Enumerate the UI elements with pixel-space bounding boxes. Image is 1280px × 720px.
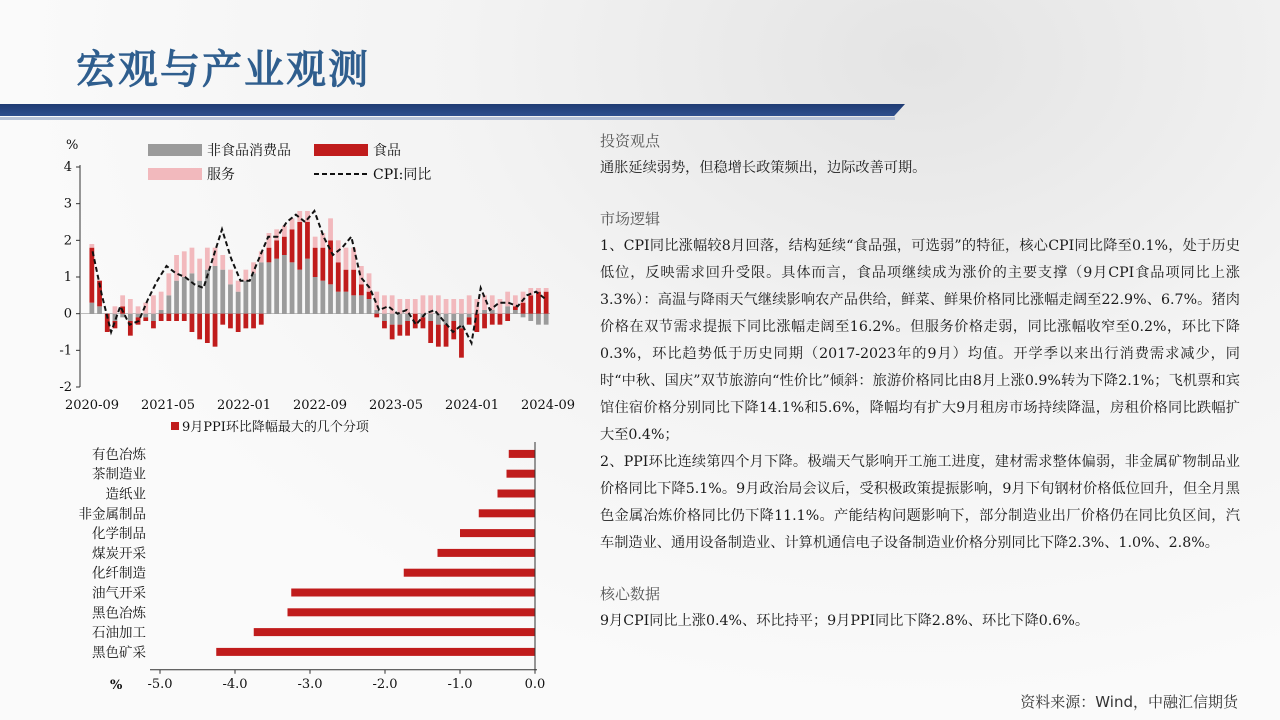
cpi-bar-service <box>282 226 287 237</box>
cpi-bar-nonfood <box>166 295 171 313</box>
cpi-bar-food <box>421 317 426 328</box>
cpi-bar-service <box>197 259 202 281</box>
cpi-bar-service <box>190 248 195 274</box>
cpi-bar-service <box>505 292 510 307</box>
cpi-xtick-label: 2021-05 <box>140 398 196 413</box>
cpi-bar-service <box>405 299 410 314</box>
cpi-bar-food <box>428 321 433 343</box>
cpi-bar-service <box>421 295 426 313</box>
page-title: 宏观与产业观测 <box>76 47 370 93</box>
cpi-bar-service <box>236 281 241 292</box>
header-band-line <box>0 117 895 120</box>
ppi-bar <box>507 470 536 478</box>
ppi-title-group <box>171 419 370 435</box>
cpi-bar-food <box>344 270 349 292</box>
cpi-bar-service <box>328 218 333 240</box>
cpi-bar-service <box>513 295 518 306</box>
cpi-bar-nonfood <box>159 310 164 314</box>
cpi-bar-nonfood <box>328 284 333 313</box>
cpi-bar-nonfood <box>528 314 533 321</box>
ppi-bar <box>291 589 535 597</box>
cpi-bar-service <box>397 299 402 314</box>
cpi-bar-food <box>382 321 387 328</box>
ppi-category-label: 有色冶炼 <box>92 446 146 463</box>
cpi-xtick-label: 2022-01 <box>216 398 272 413</box>
cpi-bar-nonfood <box>274 259 279 314</box>
cpi-ytick-label: 0 <box>63 306 72 322</box>
cpi-bar-service <box>490 295 495 310</box>
cpi-bar-food <box>505 314 510 321</box>
cpi-bar-nonfood <box>505 306 510 313</box>
cpi-bar-nonfood <box>259 262 264 313</box>
cpi-bar-nonfood <box>367 299 372 314</box>
cpi-bar-nonfood <box>397 314 402 325</box>
cpi-bar-service <box>459 299 464 314</box>
cpi-bar-nonfood <box>236 292 241 314</box>
ppi-bar <box>438 549 536 557</box>
ppi-category-label: 石油加工 <box>92 625 146 642</box>
cpi-bar-food <box>482 314 487 329</box>
cpi-bar-nonfood <box>243 281 248 314</box>
cpi-bar-food <box>174 314 179 321</box>
cpi-bar-service <box>213 248 218 266</box>
view-heading: 投资观点 <box>600 132 661 150</box>
cpi-bar-service <box>451 299 456 314</box>
cpi-xtick-label: 2024-01 <box>444 398 500 413</box>
cpi-bar-food <box>228 314 233 329</box>
ppi-bar <box>479 509 535 517</box>
logic-paragraph-1: 1、CPI同比涨幅较8月回落，结构延续“食品强，可选弱”的特征，核心CPI同比降至0.1%，处于历史低位，反映需求回升受限。具体而言，食品项继续成为涨价的主要支撑（9月CPI食品项同比上涨3.3%）：高温与降雨天气继续影响农产品供给，鲜菜、鲜果价格同比涨幅走阔至22.9%、6.7%。猪肉价格在双节需求提振下同比涨幅走阔至16.2%。但服务价格走弱，同比涨幅收窄至0.2%，环比下降0.3%，环比趋势低于历史同期（2017-2023年的9月）均值。开学季以来出行消费需求减少，同时“中秋、国庆”双节旅游向“性价比”倾斜：旅游价格同比由8月上涨0.9%转为下降2.1%；飞机票和宾馆住宿价格分别同比下降14.1%和5.6%，降幅均有扩大9月租房市场持续降温，房租价格同比跌幅扩大至0.4%； <box>600 238 1240 443</box>
cpi-bar-food <box>490 314 495 325</box>
cpi-bar-nonfood <box>251 273 256 313</box>
cpi-bar-service <box>267 233 272 248</box>
cpi-bar-food <box>444 325 449 347</box>
cpi-ytick-label: 2 <box>63 233 72 249</box>
cpi-bar-food <box>151 321 156 328</box>
cpi-bar-service <box>120 295 125 306</box>
cpi-bar-food <box>220 314 225 325</box>
cpi-bar-nonfood <box>320 281 325 314</box>
cpi-bar-nonfood <box>143 314 148 318</box>
cpi-ylabel: % <box>66 138 79 153</box>
cpi-bar-service <box>136 306 141 313</box>
cpi-bar-service <box>367 273 372 291</box>
ppi-xtick-label: -1.0 <box>447 676 473 692</box>
cpi-bar-service <box>89 244 94 248</box>
core-text: 9月CPI同比上涨0.4%、环比持平；9月PPI同比下降2.8%、环比下降0.6%。 <box>600 613 1090 629</box>
cpi-bar-food <box>197 314 202 340</box>
ppi-xtick-label: -4.0 <box>222 676 248 692</box>
legend-label-cpi: CPI:同比 <box>373 167 432 183</box>
cpi-bar-food <box>528 295 533 313</box>
ppi-bar <box>498 490 536 498</box>
ppi-bars <box>216 450 535 656</box>
cpi-bar-service <box>544 288 549 292</box>
cpi-bar-food <box>274 240 279 258</box>
cpi-bar-nonfood <box>382 314 387 321</box>
cpi-bar-service <box>467 295 472 313</box>
cpi-ytick-label: 3 <box>63 196 72 212</box>
ppi-category-label: 煤炭开采 <box>92 545 146 562</box>
cpi-bar-nonfood <box>428 314 433 321</box>
header-band <box>0 104 905 116</box>
cpi-bar-nonfood <box>344 292 349 314</box>
cpi-bar-service <box>205 248 210 270</box>
cpi-ytick-label: -2 <box>59 380 72 395</box>
cpi-bar-nonfood <box>313 277 318 314</box>
cpi-ytick-label: 4 <box>63 160 72 175</box>
core-heading: 核心数据 <box>600 585 661 603</box>
cpi-bar-service <box>313 237 318 248</box>
ppi-category-label: 造纸业 <box>105 486 146 503</box>
cpi-bar-food <box>436 325 441 347</box>
cpi-bar-service <box>166 273 171 295</box>
cpi-bar-food <box>521 303 526 314</box>
cpi-bar-service <box>228 270 233 285</box>
cpi-bar-nonfood <box>228 284 233 313</box>
ppi-category-label: 非金属制品 <box>78 506 146 523</box>
cpi-ytick-label: 1 <box>63 270 72 285</box>
ppi-xtick-label: -3.0 <box>297 676 323 692</box>
cpi-bar-food <box>159 314 164 321</box>
cpi-bar-service <box>113 306 118 313</box>
cpi-bar-food <box>351 270 356 296</box>
cpi-bar-nonfood <box>89 303 94 314</box>
cpi-bar-nonfood <box>451 314 456 321</box>
cpi-bar-food <box>166 314 171 321</box>
cpi-bar-food <box>390 325 395 340</box>
ppi-category-label: 茶制造业 <box>92 466 146 483</box>
cpi-bar-service <box>182 251 187 277</box>
cpi-bar-food <box>536 292 541 314</box>
cpi-bar-food <box>205 314 210 343</box>
cpi-bar-food <box>313 248 318 277</box>
cpi-bar-service <box>344 248 349 270</box>
cpi-bar-food <box>143 317 148 321</box>
cpi-bar-nonfood <box>220 270 225 314</box>
cpi-bar-food <box>367 292 372 299</box>
cpi-bar-nonfood <box>351 295 356 313</box>
cpi-bar-nonfood <box>297 270 302 314</box>
ppi-bar <box>460 529 535 537</box>
cpi-bar-food <box>467 317 472 324</box>
legend-swatch-nonfood <box>148 144 202 156</box>
ppi-xlabel: % <box>110 677 123 693</box>
cpi-bar-service <box>390 295 395 313</box>
ppi-bar <box>216 648 535 656</box>
cpi-bar-food <box>267 248 272 263</box>
cpi-bar-nonfood <box>290 262 295 313</box>
cpi-bar-nonfood <box>97 306 102 313</box>
cpi-bar-service <box>436 295 441 313</box>
cpi-bar-service <box>128 299 133 314</box>
cpi-legend <box>148 142 431 183</box>
cpi-bar-service <box>174 255 179 281</box>
cpi-bar-food <box>259 314 264 325</box>
cpi-bar-food <box>236 314 241 332</box>
text-panel <box>600 128 1240 635</box>
ppi-title: 9月PPI环比降幅最大的几个分项 <box>182 420 369 435</box>
cpi-composition-chart <box>50 130 576 420</box>
ppi-bar <box>288 608 536 616</box>
cpi-bars <box>89 211 548 358</box>
cpi-bar-food <box>498 314 503 325</box>
cpi-bar-service <box>243 270 248 281</box>
cpi-bar-nonfood <box>213 266 218 314</box>
cpi-bar-nonfood <box>282 255 287 314</box>
cpi-xtick-label: 2022-09 <box>292 398 348 413</box>
cpi-bar-nonfood <box>482 310 487 314</box>
cpi-bar-nonfood <box>444 314 449 325</box>
cpi-bar-food <box>290 229 295 262</box>
ppi-bar <box>509 450 535 458</box>
cpi-bar-nonfood <box>513 310 518 314</box>
cpi-bar-nonfood <box>174 281 179 314</box>
cpi-bar-nonfood <box>536 314 541 325</box>
cpi-bar-food <box>282 237 287 255</box>
cpi-bar-nonfood <box>359 295 364 313</box>
ppi-xtick-label: -2.0 <box>372 676 398 692</box>
cpi-bar-nonfood <box>182 277 187 314</box>
ppi-xtick-label: 0.0 <box>524 676 546 692</box>
logic-paragraph-2: 2、PPI环比连续第四个月下降。极端天气影响开工施工进度，建材需求整体偏弱，非金属矿物制品业价格同比下降5.1%。9月政治局会议后，受积极政策提振影响，9月下旬钢材价格低位回升，但全月黑色金属冶炼价格同比仍下降11.1%。产能结构问题影响下，部分制造业出厂价格仍在同比负区间，汽车制造业、通用设备制造业、计算机通信电子设备制造业价格分别同比下降2.3%、1.0%、2.8%。 <box>600 454 1240 551</box>
logic-heading: 市场逻辑 <box>600 210 661 228</box>
cpi-bar-food <box>544 292 549 314</box>
cpi-bar-nonfood <box>305 259 310 314</box>
cpi-bar-nonfood <box>521 314 526 318</box>
cpi-bar-food <box>336 262 341 291</box>
cpi-bar-food <box>243 314 248 329</box>
ppi-bar <box>404 569 535 577</box>
cpi-bar-service <box>382 295 387 313</box>
legend-swatch-food <box>314 144 368 156</box>
cpi-xtick-label: 2024-09 <box>520 398 576 413</box>
cpi-xtick-label: 2020-09 <box>64 398 120 413</box>
cpi-bar-service <box>274 229 279 240</box>
cpi-bar-nonfood <box>390 314 395 325</box>
cpi-bar-food <box>182 314 187 321</box>
cpi-bar-nonfood <box>128 314 133 321</box>
cpi-bar-service <box>413 299 418 314</box>
cpi-bar-nonfood <box>336 292 341 314</box>
cpi-bar-food <box>459 328 464 357</box>
ppi-category-label: 化学制品 <box>92 526 146 543</box>
ppi-legend-swatch <box>171 422 179 430</box>
cpi-bar-food <box>374 314 379 318</box>
cpi-bar-nonfood <box>467 314 472 318</box>
legend-label-service: 服务 <box>207 167 235 183</box>
cpi-bar-nonfood <box>544 314 549 325</box>
cpi-bar-service <box>151 295 156 313</box>
cpi-bar-food <box>359 284 364 295</box>
cpi-ytick-label: -1 <box>59 343 72 359</box>
cpi-bar-food <box>320 248 325 281</box>
cpi-bar-food <box>213 314 218 347</box>
cpi-bar-service <box>498 299 503 314</box>
ppi-category-label: 化纤制造 <box>92 565 146 582</box>
cpi-bar-food <box>297 222 302 270</box>
ppi-xtick-label: -5.0 <box>147 676 173 692</box>
ppi-category-label: 黑色冶炼 <box>92 605 146 622</box>
cpi-bar-food <box>251 314 256 329</box>
cpi-bar-service <box>220 255 225 270</box>
cpi-bar-nonfood <box>151 314 156 321</box>
ppi-category-label: 油气开采 <box>92 585 146 602</box>
legend-label-food: 食品 <box>373 143 401 159</box>
cpi-bar-service <box>159 292 164 310</box>
ppi-decline-chart <box>50 414 565 693</box>
cpi-bar-service <box>444 299 449 314</box>
view-text: 通胀延续弱势，但稳增长政策频出，边际改善可期。 <box>600 160 927 176</box>
legend-swatch-service <box>148 168 202 180</box>
legend-label-nonfood: 非食品消费品 <box>207 143 291 159</box>
cpi-bar-food <box>305 222 310 259</box>
cpi-bar-nonfood <box>190 273 195 313</box>
cpi-bar-food <box>397 325 402 336</box>
cpi-bar-food <box>405 321 410 336</box>
cpi-xtick-label: 2023-05 <box>368 398 424 413</box>
ppi-bar <box>254 628 535 636</box>
cpi-bar-nonfood <box>267 262 272 313</box>
source-note: 资料来源：Wind，中融汇信期货 <box>1020 693 1238 711</box>
cpi-bar-food <box>474 314 479 332</box>
ppi-category-label: 黑色矿采 <box>92 644 146 661</box>
cpi-bar-food <box>190 314 195 332</box>
